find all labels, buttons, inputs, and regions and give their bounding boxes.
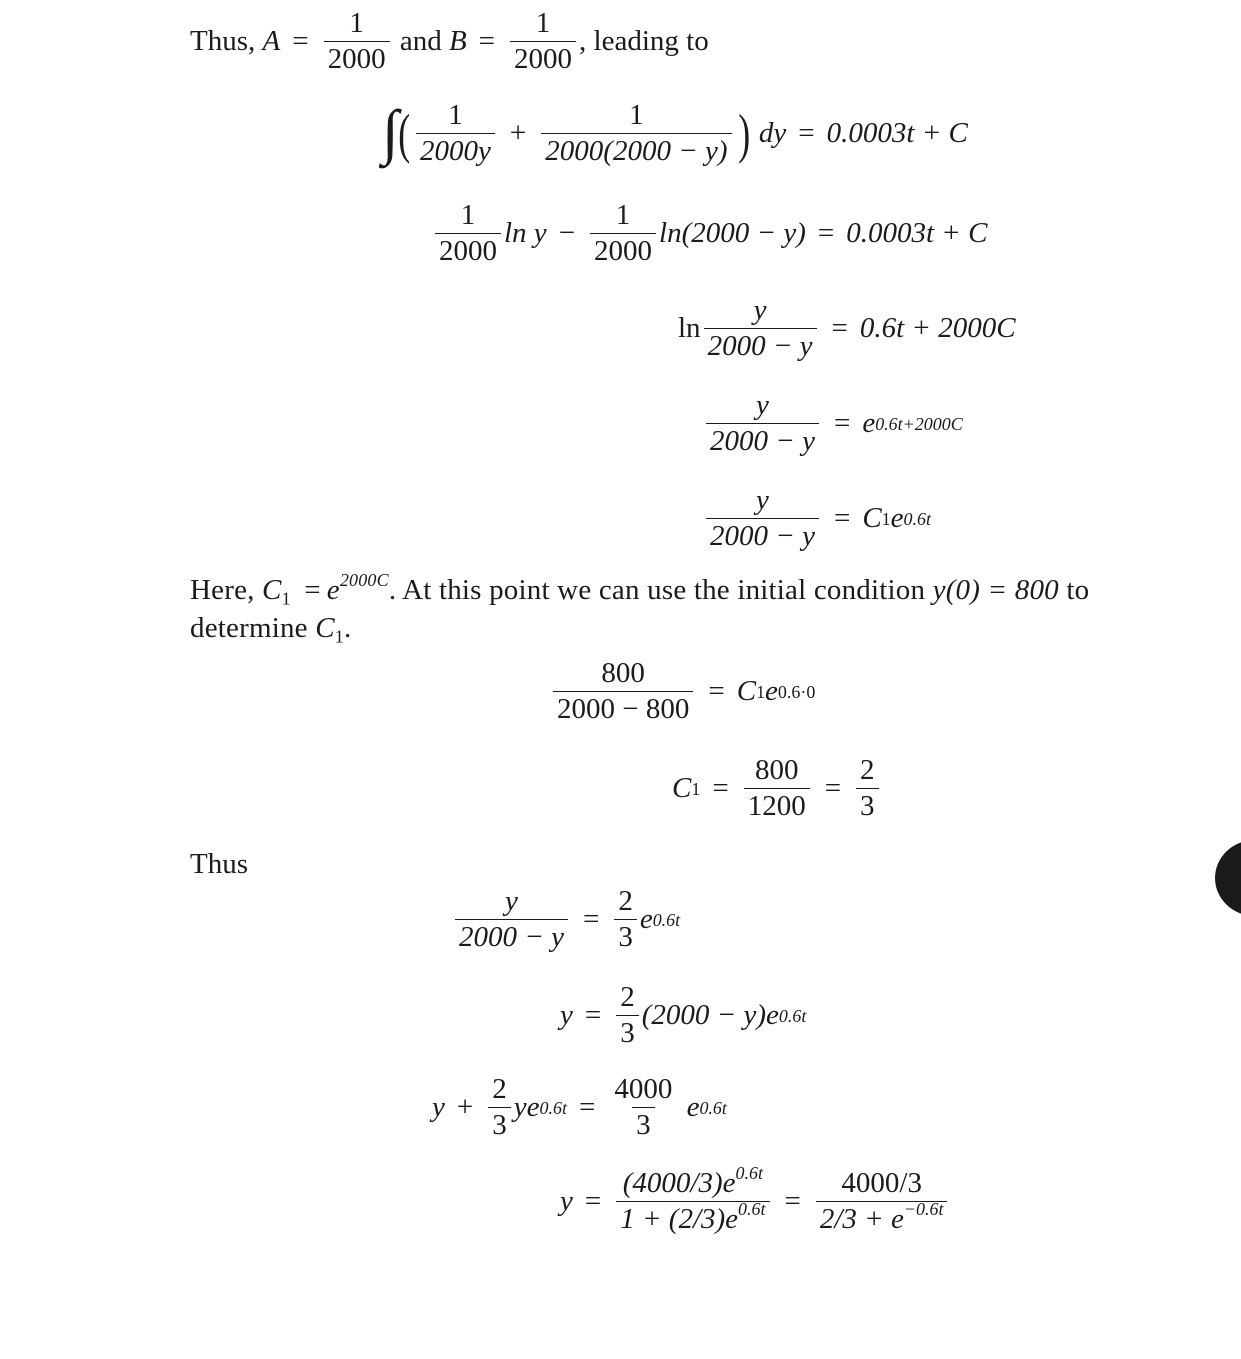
dy: dy [758, 117, 787, 150]
rhs-eq1: 0.0003t + C [826, 117, 968, 150]
equation-initial-condition: $\frac{800}{2000 - 800}$ = C 1 e 0.6·0 [550, 658, 815, 726]
ln-2000-minus-y: ln(2000 − y) [659, 217, 806, 250]
fraction-b: $\frac{1}{2000}$ [510, 8, 576, 76]
equation-exp: $\frac{y}{2000 - y}$ = e 0.6t+2000C [703, 390, 963, 458]
equation-c1-exp: $\frac{y}{2000 - y}$ = C 1 e 0.6t [703, 485, 931, 553]
fraction-1-over-2000y: $\frac{1}{2000y}$ [416, 100, 495, 168]
fraction-1-over-2000-2000-minus-y: $\frac{1}{2000(2000 - y)}$ [541, 100, 731, 168]
paragraph-line-2: determine $C_1$. [190, 612, 352, 647]
leading-to-text: , leading to [579, 25, 709, 58]
ln-y: ln y [504, 217, 547, 250]
equation-c1-value: C 1 = $\frac{800}{1200}$ = $\frac{2}{3}$ [672, 755, 882, 823]
thus-word: Thus, [190, 25, 256, 58]
equation-final-solution: y = $\frac{(4000/3)e^{0.6t}}{1 + (2/3)e^{0.6t}}$ = $\frac{4000/3}{2/3 + e^{-0.6t}}$ [560, 1168, 950, 1236]
equation-y-expression: y = $\frac{2}{3}$ (2000 − y) e 0.6t [560, 981, 807, 1050]
intro-line: Thus, A = $\frac{1}{2000}$ and B = $\frac{1}{2000}$ , leading to [190, 7, 709, 76]
var-a: A [262, 25, 281, 58]
equation-ratio-two-thirds: $\frac{y}{2000 - y}$ = $\frac{2}{3}$ e 0.6t [452, 886, 680, 954]
thus-label: Thus [190, 848, 248, 880]
rhs-eq2: 0.0003t + C [846, 217, 988, 250]
var-b: B [448, 25, 467, 58]
equation-integral: ∫ ( $\frac{1}{2000y}$ + $\frac{1}{2000(2000 - y)}$ ) dy = 0.0003t + C [382, 99, 968, 168]
paragraph-line-1: Here, $C_1 = e^{2000C}$. At this point we can use the initial condition y(0) = 800 to [190, 570, 1090, 609]
edge-blot [1215, 840, 1241, 916]
equation-ln-ratio: ln $\frac{y}{2000 - y}$ = 0.6t + 2000C [678, 294, 1016, 363]
rhs-eq3: 0.6t + 2000C [859, 312, 1016, 345]
integral-sign: ∫ [382, 99, 399, 167]
equation-logs: $\frac{1}{2000}$ ln y − $\frac{1}{2000}$ ln(2000 − y) = 0.0003t + C [432, 200, 987, 268]
and-word: and [399, 25, 442, 58]
fraction-a: $\frac{1}{2000}$ [324, 8, 390, 76]
equation-collect-y: y + $\frac{2}{3}$ ye 0.6t = $\frac{4000}{3}$ e 0.6t [432, 1073, 727, 1142]
